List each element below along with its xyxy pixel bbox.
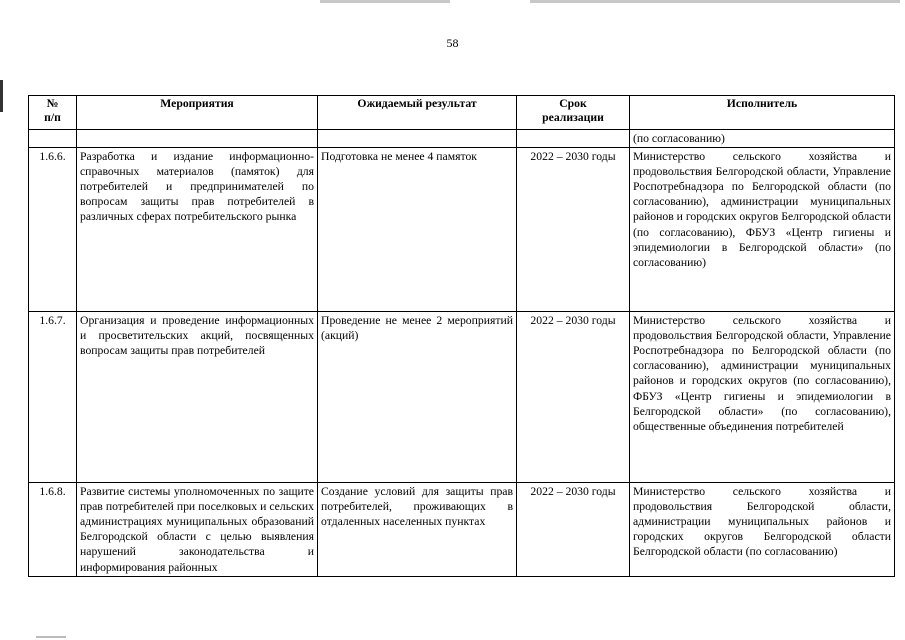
cell-term: 2022 – 2030 годы <box>517 148 630 312</box>
cell-term: 2022 – 2030 годы <box>517 312 630 483</box>
header-term-line1: Срок <box>559 97 587 110</box>
header-term-line2: реализации <box>542 110 604 124</box>
header-num <box>29 96 77 130</box>
cell-executor: Министерство сельского хозяйства и продовольствия Белгородской области, Управление Роспотребнадзора по Белгородской области (по согласованию), администрации муниципальных районов и городских округов Белгородской области (по согласованию), ФБУЗ «Центр гигиены и эпидемиологии в Белгородской области» (по согласованию) <box>630 148 895 312</box>
cell-executor: Министерство сельского хозяйства и продовольствия Белгородской области, Управление Роспотребнадзора по Белгородской области (по согласованию), администрации муниципальных районов и городских округов (по согласованию), ФБУЗ «Центр гигиены и эпидемиологии в Белгородской области» (по согласованию), общественные объединения потребителей <box>630 312 895 483</box>
cell-result <box>318 130 517 148</box>
cell-num <box>29 130 77 148</box>
header-num-line2: п/п <box>44 110 61 124</box>
activities-table <box>28 95 895 577</box>
table-row <box>29 483 895 577</box>
cell-result: Создание условий для защиты прав потребителей, проживающих в отдаленных населенных пунктах <box>318 483 517 577</box>
cell-num: 1.6.8. <box>29 483 77 577</box>
cell-term <box>517 130 630 148</box>
cell-result: Подготовка не менее 4 памяток <box>318 148 517 312</box>
cell-activity: Организация и проведение информационных и просветительских акций, посвященных вопросам защиты прав потребителей <box>77 312 318 483</box>
cell-activity <box>77 130 318 148</box>
table-row <box>29 312 895 483</box>
cell-term: 2022 – 2030 годы <box>517 483 630 577</box>
cell-executor: Министерство сельского хозяйства и продовольствия Белгородской области, администрации муниципальных районов и городских округов Белгородской области Белгородской области (по согласованию) <box>630 483 895 577</box>
header-term <box>517 96 630 130</box>
table-header-row <box>29 96 895 130</box>
cell-activity: Развитие системы уполномоченных по защите прав потребителей при поселковых и сельских администрациях муниципальных образований Белгородской области с целью выявления нарушений законодательства и информирования районных <box>77 483 318 577</box>
scan-edge-top-right <box>530 0 900 3</box>
header-num-line1: № <box>46 97 59 110</box>
header-result: Ожидаемый результат <box>318 96 517 130</box>
table-row <box>29 148 895 312</box>
cell-num: 1.6.6. <box>29 148 77 312</box>
scan-edge-top-left <box>320 0 450 3</box>
header-executor: Исполнитель <box>630 96 895 130</box>
cell-activity: Разработка и издание информационно-справочных материалов (памяток) для потребителей и предпринимателей по вопросам защиты прав потребителей в различных сферах потребительского рынка <box>77 148 318 312</box>
cell-result: Проведение не менее 2 мероприятий (акций) <box>318 312 517 483</box>
cell-executor: (по согласованию) <box>630 130 895 148</box>
continuation-row <box>29 130 895 148</box>
page-number: 58 <box>446 36 459 50</box>
header-activity: Мероприятия <box>77 96 318 130</box>
cell-num: 1.6.7. <box>29 312 77 483</box>
scan-edge-mark <box>0 80 3 112</box>
scan-edge-bottom <box>36 636 66 638</box>
